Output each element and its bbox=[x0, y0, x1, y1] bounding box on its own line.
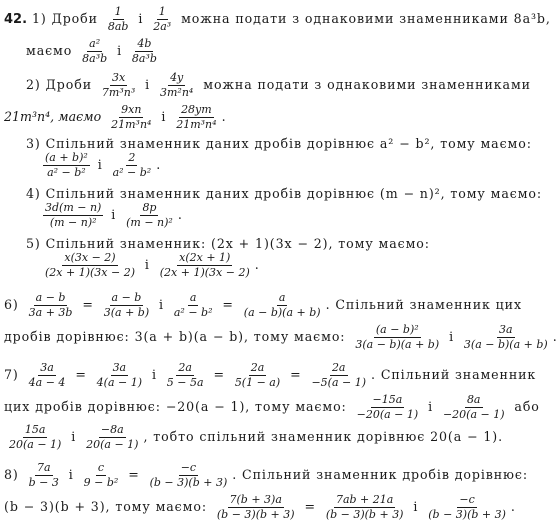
numerator: x(3x − 2) bbox=[62, 252, 117, 266]
item-6-label: 6) bbox=[4, 297, 19, 313]
numerator: 1 bbox=[157, 6, 168, 20]
item-2-line-2: 21m³n⁴, маємо $\frac{9xn}{\text{21m³n⁴}}$ і $\frac{28ym}{\text{21m³n⁴}}$ . bbox=[4, 103, 227, 132]
conjunction: і bbox=[151, 367, 157, 383]
numerator: −8a bbox=[99, 424, 126, 438]
conjunction: і bbox=[144, 257, 150, 273]
denominator: a² − b² bbox=[112, 166, 152, 180]
item-2-denominator: 21m³n⁴, маємо bbox=[4, 109, 102, 125]
fraction-f2b bbox=[158, 72, 195, 99]
numerator: 4b bbox=[135, 38, 153, 52]
item-8-line-2: (b − 3)(b + 3), тому маємо: $\frac{7(b + 3)a}{(b - 3)(b + 3)}$ = $\frac{7ab + 21a}{(b - 3)(b + 3)}$ і $\frac{-c}{(b - 3)(b + 3)}$ . bbox=[4, 493, 516, 522]
fraction-f2c bbox=[109, 104, 153, 131]
item-3-line-1 bbox=[26, 136, 532, 151]
numerator: 1 bbox=[113, 6, 124, 20]
item-7-label: 7) bbox=[4, 367, 19, 383]
item-4-line-1 bbox=[26, 186, 542, 201]
fraction-f7a bbox=[27, 362, 68, 389]
item-3-text: 3) Спільний знаменник даних дробів дорівнює a² − b², тому маємо: bbox=[26, 136, 532, 151]
fraction-f8f bbox=[426, 494, 508, 521]
numerator: 7ab + 21a bbox=[334, 494, 395, 508]
denominator: (b − 3)(b + 3) bbox=[428, 508, 506, 522]
item-6-tail: . Спільний знаменник цих bbox=[325, 297, 522, 313]
conjunction: і bbox=[161, 109, 167, 125]
item-2-line-1 bbox=[26, 72, 531, 99]
fraction-f1d bbox=[130, 38, 159, 65]
denominator: (b − 3)(b + 3) bbox=[149, 476, 228, 490]
fraction-f1c bbox=[80, 38, 109, 65]
denominator: −20(a − 1) bbox=[356, 408, 419, 422]
fraction-f8e bbox=[324, 494, 406, 521]
denominator: 21m³n⁴ bbox=[111, 118, 152, 132]
conjunction: і bbox=[68, 467, 74, 483]
numerator: 9xn bbox=[119, 104, 143, 118]
item-8-label: 8) bbox=[4, 467, 19, 483]
fraction-f2a bbox=[100, 72, 137, 99]
problem-number: 42. bbox=[4, 12, 28, 28]
denominator: 3(a + b) bbox=[103, 306, 150, 320]
conjunction: і bbox=[117, 43, 123, 59]
denominator: 5(1 − a) bbox=[234, 376, 281, 390]
conjunction: і bbox=[159, 297, 164, 313]
denominator: 5 − 5a bbox=[166, 376, 204, 390]
numerator: 2 bbox=[126, 152, 137, 166]
denominator: 8a³b bbox=[82, 52, 108, 66]
denominator: 4a − 4 bbox=[28, 376, 66, 390]
fraction-f7d bbox=[233, 362, 282, 389]
fraction-f5a bbox=[43, 252, 137, 279]
denominator: (a − b)(a + b) bbox=[243, 306, 321, 320]
numerator: 3x bbox=[110, 72, 127, 86]
item-8-tail: . Спільний знаменник дробів дорівнює: bbox=[232, 467, 529, 483]
item-2-label: 2) Дроби bbox=[26, 77, 92, 93]
numerator: 8a bbox=[465, 394, 483, 408]
item-7-line-3 bbox=[4, 424, 503, 451]
denominator: a² − b² bbox=[47, 166, 86, 180]
denominator: 20(a − 1) bbox=[86, 438, 139, 452]
denominator: 4(a − 1) bbox=[96, 376, 143, 390]
item-5-text: 5) Спільний знаменник: (2x + 1)(3x − 2), тому маємо: bbox=[26, 236, 430, 251]
item-6-line-1: 6) $\frac{a - b}{3a + 3b}$ = $\frac{a - b}{3(a + b)}$ і $\frac{a}{\text{a² − b²}}$ = $\frac{a}{(a - b)(a + b)}$ . Спільний знаменник цих bbox=[4, 291, 522, 320]
denominator: a² − b² bbox=[173, 306, 213, 320]
item-4-text: 4) Спільний знаменник даних дробів дорівнює (m − n)², тому маємо: bbox=[26, 186, 543, 201]
denominator: 7m³n³ bbox=[101, 86, 136, 100]
fraction-f3a bbox=[43, 152, 90, 179]
denominator: 3a + 3b bbox=[28, 306, 73, 320]
item-8-line-2-text: (b − 3)(b + 3), тому маємо: bbox=[4, 499, 207, 515]
item-3-line-2: $\frac{\text{(a + b)²}}{\text{a² − b²}}$ і $\frac{2}{\text{a² − b²}}$ . bbox=[45, 151, 162, 180]
denominator: 8a³b bbox=[131, 52, 157, 66]
item-4-line-2: $\frac{3d(m - n)}{\text{(m − n)²}}$ і $\frac{8p}{\text{(m − n)²}}$ . bbox=[45, 201, 183, 230]
conjunction: і bbox=[71, 429, 77, 445]
numerator: 7(b + 3)a bbox=[228, 494, 284, 508]
item-5-line-2: $\frac{x(3x - 2)}{(2x + 1)(3x - 2)}$ і $\frac{x(2x + 1)}{(2x + 1)(3x - 2)}$ . bbox=[45, 251, 260, 280]
denominator: 3(a − b)(a + b) bbox=[355, 338, 440, 352]
fraction-f1a bbox=[106, 6, 131, 33]
numerator: 7a bbox=[35, 462, 53, 476]
numerator: 2a bbox=[249, 362, 267, 376]
denominator: 2a³ bbox=[153, 20, 172, 34]
fraction-f7f bbox=[355, 394, 421, 421]
fraction-f6f bbox=[462, 324, 550, 351]
fraction-f8b bbox=[82, 462, 121, 489]
numerator: 3d(m − n) bbox=[43, 202, 103, 216]
item-7-line-2 bbox=[4, 394, 540, 421]
numerator: a − b bbox=[34, 292, 68, 306]
denominator: (2x + 1)(3x − 2) bbox=[159, 266, 250, 280]
denominator: −5(a − 1) bbox=[311, 376, 367, 390]
conjunction: і bbox=[428, 399, 434, 415]
numerator: 8p bbox=[140, 202, 158, 216]
fraction-f8d bbox=[215, 494, 297, 521]
numerator: (a + b)² bbox=[43, 152, 90, 166]
numerator: 3a bbox=[38, 362, 56, 376]
fraction-f3b bbox=[111, 152, 154, 179]
numerator: −c bbox=[457, 494, 476, 508]
denominator: 8ab bbox=[107, 20, 129, 34]
denominator: 9 − b² bbox=[83, 476, 119, 490]
numerator: −15a bbox=[371, 394, 405, 408]
item-1-have: маємо bbox=[26, 43, 73, 59]
item-7-abo: або bbox=[514, 399, 540, 415]
fraction-f7g bbox=[441, 394, 507, 421]
denominator: (2x + 1)(3x − 2) bbox=[45, 266, 135, 280]
fraction-f8a bbox=[27, 462, 61, 489]
numerator: a bbox=[188, 292, 199, 306]
fraction-f7h bbox=[7, 424, 63, 451]
item-7-line-2-text: цих дробів дорівнює: −20(a − 1), тому маємо: bbox=[4, 399, 347, 415]
denominator: (b − 3)(b + 3) bbox=[216, 508, 295, 522]
numerator: 2a bbox=[176, 362, 194, 376]
item-7-line-3-text: , тобто спільний знаменник дорівнює 20(a − 1). bbox=[143, 429, 504, 445]
fraction-f4b bbox=[124, 202, 175, 229]
item-6-line-2-text: дробів дорівнює: 3(a + b)(a − b), тому маємо: bbox=[4, 329, 346, 345]
denominator: 3m²n⁴ bbox=[160, 86, 194, 100]
item-5-line-1 bbox=[26, 236, 430, 251]
fraction-f7i bbox=[84, 424, 140, 451]
numerator: a − b bbox=[110, 292, 144, 306]
fraction-f7e bbox=[309, 362, 368, 389]
numerator: x(2x + 1) bbox=[177, 252, 232, 266]
fraction-f7b bbox=[95, 362, 144, 389]
numerator: 3a bbox=[111, 362, 129, 376]
fraction-f7c bbox=[165, 362, 206, 389]
item-2-text: можна подати з однаковими знаменниками bbox=[203, 77, 531, 93]
denominator: 21m³n⁴ bbox=[176, 118, 217, 132]
fraction-f6a bbox=[27, 292, 75, 319]
conjunction: і bbox=[449, 329, 454, 345]
item-1-line-2 bbox=[26, 38, 162, 65]
numerator: c bbox=[96, 462, 106, 476]
item-1-text: можна подати з однаковими знаменниками 8a³b, bbox=[181, 11, 551, 27]
fraction-f4a bbox=[43, 202, 103, 229]
denominator: (m − n)² bbox=[49, 216, 97, 230]
denominator: −20(a − 1) bbox=[442, 408, 505, 422]
item-7-line-1: 7) $\frac{3a}{4a - 4}$ = $\frac{3a}{4(a - 1)}$ і $\frac{2a}{5 - 5a}$ = $\frac{2a}{5(1 - a)}$ = $\frac{2a}{-5(a - 1)}$ . Спільний знаменник bbox=[4, 361, 537, 390]
conjunction: і bbox=[138, 11, 144, 27]
numerator: 15a bbox=[23, 424, 48, 438]
item-6-line-2: дробів дорівнює: 3(a + b)(a − b), тому маємо: $\frac{\text{(a − b)²}}{3(a - b)(a + b)}$ і $\frac{3a}{3(a - b)(a + b)}$ . bbox=[4, 323, 558, 352]
fraction-f8c bbox=[148, 462, 230, 489]
numerator: a bbox=[277, 292, 288, 306]
denominator: 20(a − 1) bbox=[9, 438, 62, 452]
fraction-f6b bbox=[102, 292, 151, 319]
denominator: (b − 3)(b + 3) bbox=[325, 508, 404, 522]
numerator: 28ym bbox=[179, 104, 214, 118]
fraction-f1b bbox=[151, 6, 173, 33]
item-8-line-1: 8) $\frac{7a}{b - 3}$ і $\frac{c}{\text{9 − b²}}$ = $\frac{-c}{(b - 3)(b + 3)}$ . Спільний знаменник дробів дорівнює: bbox=[4, 461, 529, 490]
item-1-line-1 bbox=[4, 6, 551, 33]
fraction-f5b bbox=[158, 252, 252, 279]
numerator: 2a bbox=[330, 362, 348, 376]
conjunction: і bbox=[413, 499, 419, 515]
denominator: 3(a − b)(a + b) bbox=[463, 338, 548, 352]
numerator: a² bbox=[87, 38, 102, 52]
fraction-f2d bbox=[174, 104, 218, 131]
item-1-label: 1) Дроби bbox=[31, 11, 98, 27]
denominator: (m − n)² bbox=[126, 216, 173, 230]
numerator: −c bbox=[179, 462, 198, 476]
conjunction: і bbox=[145, 77, 151, 93]
numerator: (a − b)² bbox=[374, 324, 421, 338]
denominator: b − 3 bbox=[28, 476, 59, 490]
fraction-f6d bbox=[242, 292, 323, 319]
fraction-f6e bbox=[353, 324, 441, 351]
conjunction: і bbox=[97, 157, 103, 173]
numerator: 3a bbox=[497, 324, 515, 338]
conjunction: і bbox=[111, 207, 117, 223]
fraction-f6c bbox=[172, 292, 215, 319]
numerator: 4y bbox=[168, 72, 185, 86]
item-7-tail: . Спільний знаменник bbox=[371, 367, 537, 383]
